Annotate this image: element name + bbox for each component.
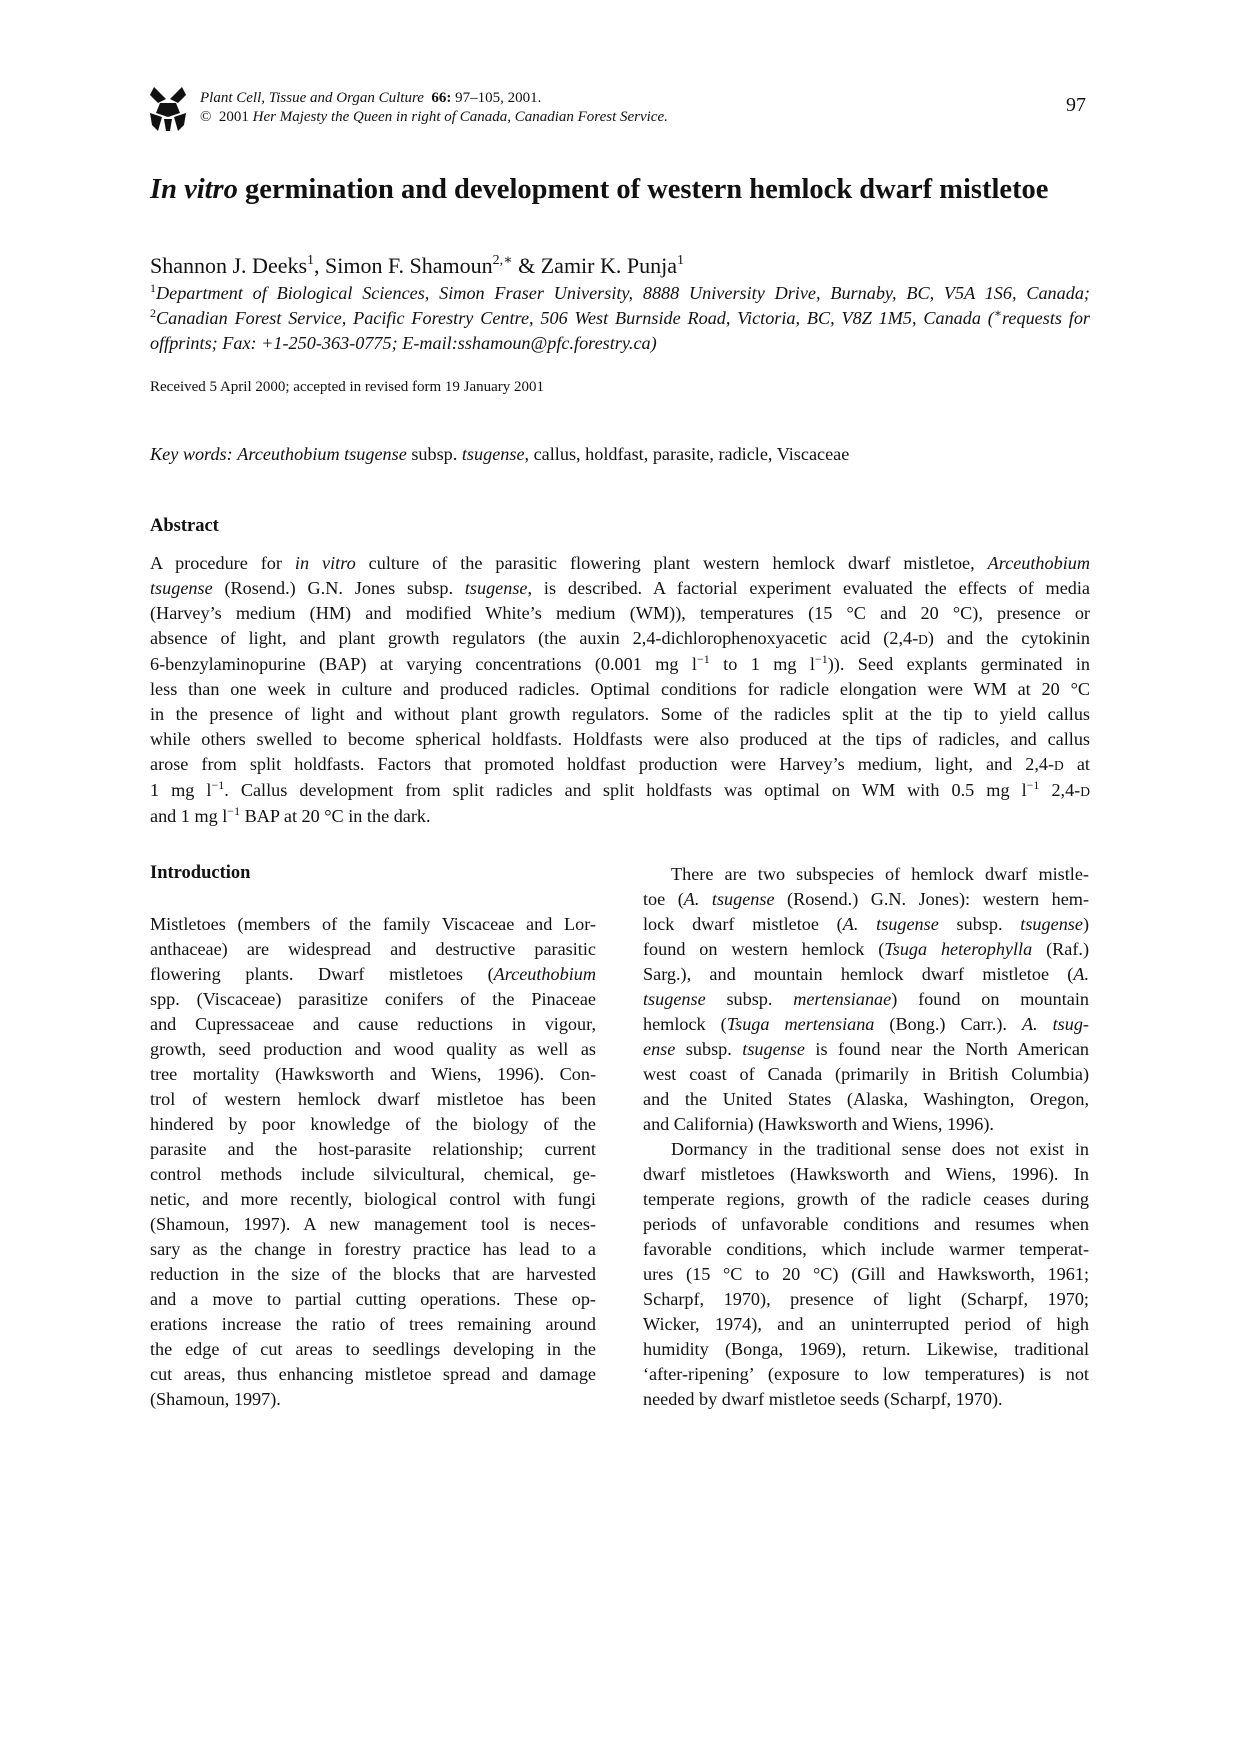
intro-right-line: lock dwarf mistletoe (A. tsugense subsp. tsugense): [643, 914, 1089, 934]
intro-right-line: ‘after-ripening’ (exposure to low temperatures) is not: [643, 1364, 1089, 1384]
offprint-star: ∗: [993, 306, 1002, 320]
intro-right-line: Wicker, 1974), and an uninterrupted period of high: [643, 1314, 1089, 1334]
intro-right-line: needed by dwarf mistletoe seeds (Scharpf, 1970).: [643, 1389, 1003, 1409]
abstract-line: while others swelled to become spherical holdfasts. Holdfasts were also produced at the tips of radicles, and callus: [150, 729, 1090, 749]
abstract-line: tsugense (Rosend.) G.N. Jones subsp. tsugense, is described. A factorial experiment evaluated the effects of media: [150, 578, 1090, 598]
intro-right-line: Scharpf, 1970), presence of light (Scharpf, 1970;: [643, 1289, 1089, 1309]
intro-right-line: favorable conditions, which include warmer temperat-: [643, 1239, 1089, 1259]
author-list: [150, 253, 684, 279]
intro-right-line: tsugense subsp. mertensianae) found on mountain: [643, 989, 1089, 1009]
keyword-species: Arceuthobium tsugense: [237, 444, 407, 464]
intro-left-line: control methods include silvicultural, chemical, ge-: [150, 1164, 596, 1184]
affiliations: [150, 281, 1090, 356]
abstract-line: arose from split holdfasts. Factors that promoted holdfast production were Harvey’s medium, light, and 2,4-D at: [150, 754, 1090, 774]
intro-right-line: dwarf mistletoes (Hawksworth and Wiens, 1996). In: [643, 1164, 1089, 1184]
intro-left-line: netic, and more recently, biological control with fungi: [150, 1189, 596, 1209]
intro-left-line: anthaceae) are widespread and destructive parasitic: [150, 939, 596, 959]
intro-right-line: humidity (Bonga, 1969), return. Likewise, traditional: [643, 1339, 1089, 1359]
intro-right-line: and the United States (Alaska, Washington, Oregon,: [643, 1089, 1089, 1109]
keyword-list: , callus, holdfast, parasite, radicle, Viscaceae: [524, 444, 850, 464]
copyright-holder: Her Majesty the Queen in right of Canada, Canadian Forest Service.: [252, 109, 668, 125]
abstract-line: (Harvey’s medium (HM) and modified White’s medium (WM)), temperatures (15 °C and 20 °C), presence or: [150, 603, 1090, 623]
intro-left-line: parasite and the host-parasite relationship; current: [150, 1139, 596, 1159]
author-2: Simon F. Shamoun: [325, 253, 493, 278]
intro-left-line: erations increase the ratio of trees remaining around: [150, 1314, 596, 1334]
intro-left-line: cut areas, thus enhancing mistletoe spread and damage: [150, 1364, 596, 1384]
intro-right-line: periods of unfavorable conditions and resumes when: [643, 1214, 1089, 1234]
copyright-symbol: ©: [200, 109, 212, 125]
intro-left-line: spp. (Viscaceae) parasitize conifers of the Pinaceae: [150, 989, 596, 1009]
intro-right-line: Sarg.), and mountain hemlock dwarf mistletoe (A.: [643, 964, 1089, 984]
intro-left-line: Mistletoes (members of the family Viscaceae and Lor-: [150, 914, 596, 934]
article-title-italic: In vitro: [150, 174, 238, 205]
affil-1-marker: 1: [150, 281, 156, 295]
intro-left-line: reduction in the size of the blocks that are harvested: [150, 1264, 596, 1284]
intro-right-line: ures (15 °C to 20 °C) (Gill and Hawksworth, 1961;: [643, 1264, 1089, 1284]
affil-2-marker: 2: [150, 306, 156, 320]
introduction-left-column: [150, 912, 596, 1412]
journal-volume: 66:: [431, 90, 452, 106]
intro-left-line: and Cupressaceae and cause reductions in vigour,: [150, 1014, 596, 1034]
abstract-line: less than one week in culture and produced radicles. Optimal conditions for radicle elongation were WM at 20 °C: [150, 679, 1090, 699]
author-3: Zamir K. Punja: [540, 253, 677, 278]
intro-left-line: (Shamoun, 1997).: [150, 1389, 281, 1409]
introduction-right-column: [643, 862, 1089, 1412]
article-title: [150, 174, 1048, 206]
intro-right-line: and California) (Hawksworth and Wiens, 1996).: [643, 1114, 994, 1134]
intro-right-line: temperate regions, growth of the radicle ceases during: [643, 1189, 1089, 1209]
article-title-rest: germination and development of western hemlock dwarf mistletoe: [245, 174, 1049, 205]
abstract-line: and 1 mg $l^{-1}$ BAP at 20 °C in the dark.: [150, 804, 431, 826]
abstract-line: 1 mg $l^{-1}$. Callus development from split radicles and split holdfasts was optimal on WM with 0.5 mg $l^{-1}$ 2,4-D: [150, 778, 1090, 800]
intro-left-line: the edge of cut areas to seedlings developing in the: [150, 1339, 596, 1359]
publisher-logo-icon: [150, 87, 186, 131]
affil-1-text: Department of Biological Sciences, Simon Fraser University, 8888 University Drive, Burnaby, BC, V5A 1S6, Canada;: [156, 283, 1090, 303]
journal-citation: [200, 89, 668, 127]
intro-left-line: trol of western hemlock dwarf mistletoe has been: [150, 1089, 596, 1109]
author-3-affil: 1: [677, 253, 684, 268]
abstract-body: [150, 551, 1090, 829]
intro-left-line: sary as the change in forestry practice has lead to a: [150, 1239, 596, 1259]
keyword-subsp-label: subsp.: [411, 444, 458, 464]
journal-name: Plant Cell, Tissue and Organ Culture: [200, 90, 424, 106]
intro-right-line: There are two subspecies of hemlock dwarf mistle-: [671, 864, 1089, 884]
author-separator-2: &: [512, 253, 541, 278]
affil-2-text: Canadian Forest Service, Pacific Forestry Centre, 506 West Burnside Road, Victoria, BC, V8Z 1M5, Canada (: [156, 308, 994, 328]
intro-right-line: toe (A. tsugense (Rosend.) G.N. Jones): western hem-: [643, 889, 1089, 909]
abstract-line: in the presence of light and without plant growth regulators. Some of the radicles split at the tip to yield callus: [150, 704, 1090, 724]
abstract-line: 6-benzylaminopurine (BAP) at varying concentrations (0.001 mg $l^{-1}$ to 1 mg $l^{-1}$)). Seed explants germinated in: [150, 652, 1090, 674]
offprint-contact: requests for offprints; Fax: +1-250-363-0775; E-mail:sshamoun@pfc.forestry.ca): [150, 308, 1090, 353]
journal-pages-year: 97–105, 2001.: [455, 90, 542, 106]
page-number: 97: [1066, 94, 1086, 116]
abstract-line: A procedure for in vitro culture of the parasitic flowering plant western hemlock dwarf mistletoe, Arceuthobium: [150, 553, 1090, 573]
author-separator-1: ,: [314, 253, 326, 278]
intro-left-line: and a move to partial cutting operations. These op-: [150, 1289, 596, 1309]
author-1-affil: 1: [307, 253, 315, 268]
keywords: [150, 444, 849, 465]
intro-left-line: hindered by poor knowledge of the biology of the: [150, 1114, 596, 1134]
author-1: Shannon J. Deeks: [150, 253, 308, 278]
intro-left-line: tree mortality (Hawksworth and Wiens, 1996). Con-: [150, 1064, 596, 1084]
abstract-heading: Abstract: [150, 516, 219, 536]
received-dates: Received 5 April 2000; accepted in revised form 19 January 2001: [150, 379, 545, 395]
intro-right-line: hemlock (Tsuga mertensiana (Bong.) Carr.). A. tsug-: [643, 1014, 1089, 1034]
intro-right-line: Dormancy in the traditional sense does not exist in: [671, 1139, 1089, 1159]
abstract-line: absence of light, and plant growth regulators (the auxin 2,4-dichlorophenoxyacetic acid (2,4-D) and the cytokinin: [150, 628, 1090, 648]
intro-left-line: (Shamoun, 1997). A new management tool is neces-: [150, 1214, 596, 1234]
intro-right-line: west coast of Canada (primarily in British Columbia): [643, 1064, 1089, 1084]
intro-left-line: flowering plants. Dwarf mistletoes (Arceuthobium: [150, 964, 596, 984]
introduction-heading: Introduction: [150, 863, 251, 883]
copyright-year: 2001: [218, 109, 249, 125]
intro-left-line: growth, seed production and wood quality as well as: [150, 1039, 596, 1059]
keywords-label: Key words:: [150, 444, 233, 464]
intro-right-line: ense subsp. tsugense is found near the North American: [643, 1039, 1089, 1059]
author-2-affil: 2,∗: [492, 253, 513, 268]
intro-right-line: found on western hemlock (Tsuga heterophylla (Raf.): [643, 939, 1089, 959]
keyword-subsp: tsugense: [461, 444, 525, 464]
